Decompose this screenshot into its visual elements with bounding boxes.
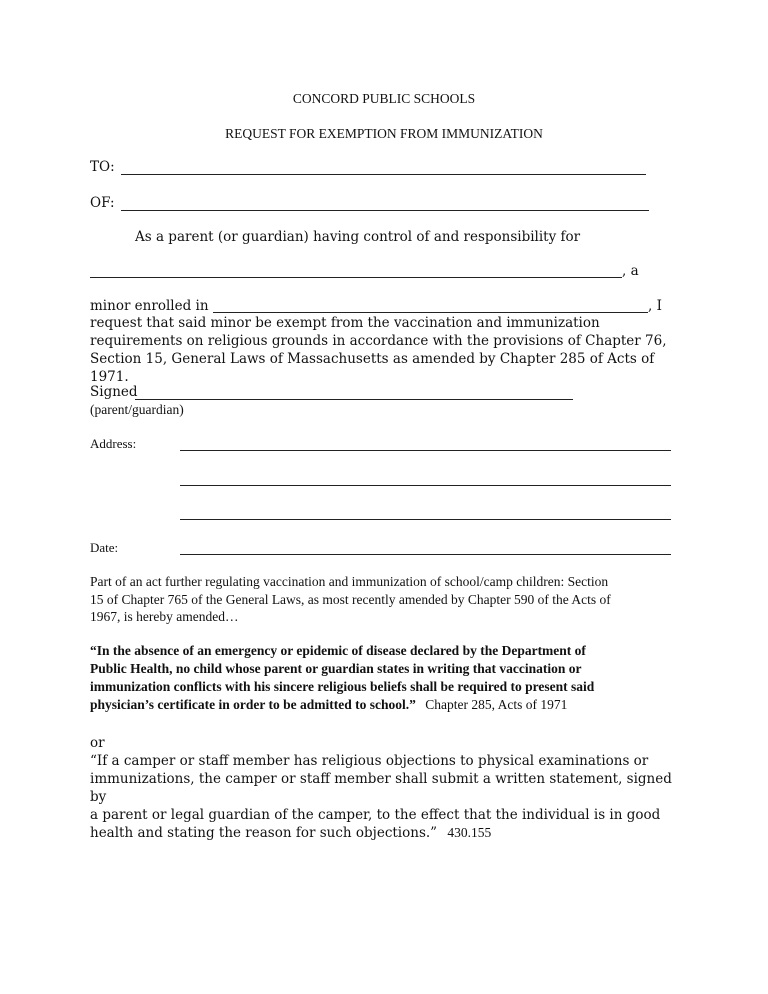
signed-sublabel: (parent/guardian) (90, 402, 184, 417)
camp-line-1: “If a camper or staff member has religious objections to physical examinations or (90, 753, 649, 769)
address-line-1[interactable] (180, 450, 671, 451)
camp-line-2: immunizations, the camper or staff member shall submit a written statement, signed by (90, 771, 672, 805)
to-input-line[interactable] (121, 174, 646, 175)
camp-line-4: health and stating the reason for such objections.” (90, 825, 438, 841)
minor-enrolled-label: minor enrolled in (90, 298, 209, 314)
quote-line-4: physician’s certificate in order to be admitted to school.” (90, 697, 416, 712)
quote-line-2: Public Health, no child whose parent or guardian states in writing that vaccination or (90, 661, 582, 676)
signed-label: Signed (90, 384, 138, 400)
or-text: or (90, 735, 105, 751)
camp-citation: 430.155 (447, 825, 492, 840)
school-name: CONCORD PUBLIC SCHOOLS (292, 91, 476, 106)
exemption-line-3: Section 15, General Laws of Massachusetts as amended by Chapter 285 of Acts of 1971. (90, 351, 655, 385)
exemption-line-2: requirements on religious grounds in accordance with the provisions of Chapter 76, (90, 333, 667, 349)
address-label: Address: (90, 436, 137, 451)
exemption-line-1: request that said minor be exempt from the vaccination and immunization (90, 315, 600, 331)
quote-line-3: immunization conflicts with his sincere religious beliefs shall be required to present said (90, 679, 595, 694)
minor-enrolled-suffix: , I (648, 298, 662, 314)
form-title: REQUEST FOR EXEMPTION FROM IMMUNIZATION (225, 126, 543, 141)
quote-line-1: “In the absence of an emergency or epidemic of disease declared by the Department of (90, 643, 586, 658)
act-line-2: 15 of Chapter 765 of the General Laws, as most recently amended by Chapter 590 of the Acts of (90, 591, 611, 607)
school-enrolled-line[interactable] (213, 312, 648, 313)
of-input-line[interactable] (121, 210, 649, 211)
of-label: OF: (90, 195, 115, 211)
date-label: Date: (90, 540, 119, 555)
quote-paragraph (90, 642, 690, 714)
quote-citation: Chapter 285, Acts of 1971 (425, 697, 568, 712)
child-name-line[interactable] (90, 277, 622, 278)
address-line-3[interactable] (180, 519, 671, 520)
intro-text: As a parent (or guardian) having control of and responsibility for (135, 229, 581, 245)
exemption-request-text (90, 314, 680, 386)
camp-line-3: a parent or legal guardian of the camper, to the effect that the individual is in good (90, 807, 661, 823)
address-line-2[interactable] (180, 485, 671, 486)
to-label: TO: (90, 159, 115, 175)
act-line-1: Part of an act further regulating vaccination and immunization of school/camp children: Section (90, 574, 609, 589)
intro-after-line: , a (622, 263, 639, 279)
signature-line[interactable] (135, 399, 573, 400)
act-paragraph (90, 573, 690, 626)
date-line[interactable] (180, 554, 671, 555)
act-line-3: 1967, is hereby amended… (90, 609, 239, 624)
camp-paragraph (90, 734, 690, 842)
